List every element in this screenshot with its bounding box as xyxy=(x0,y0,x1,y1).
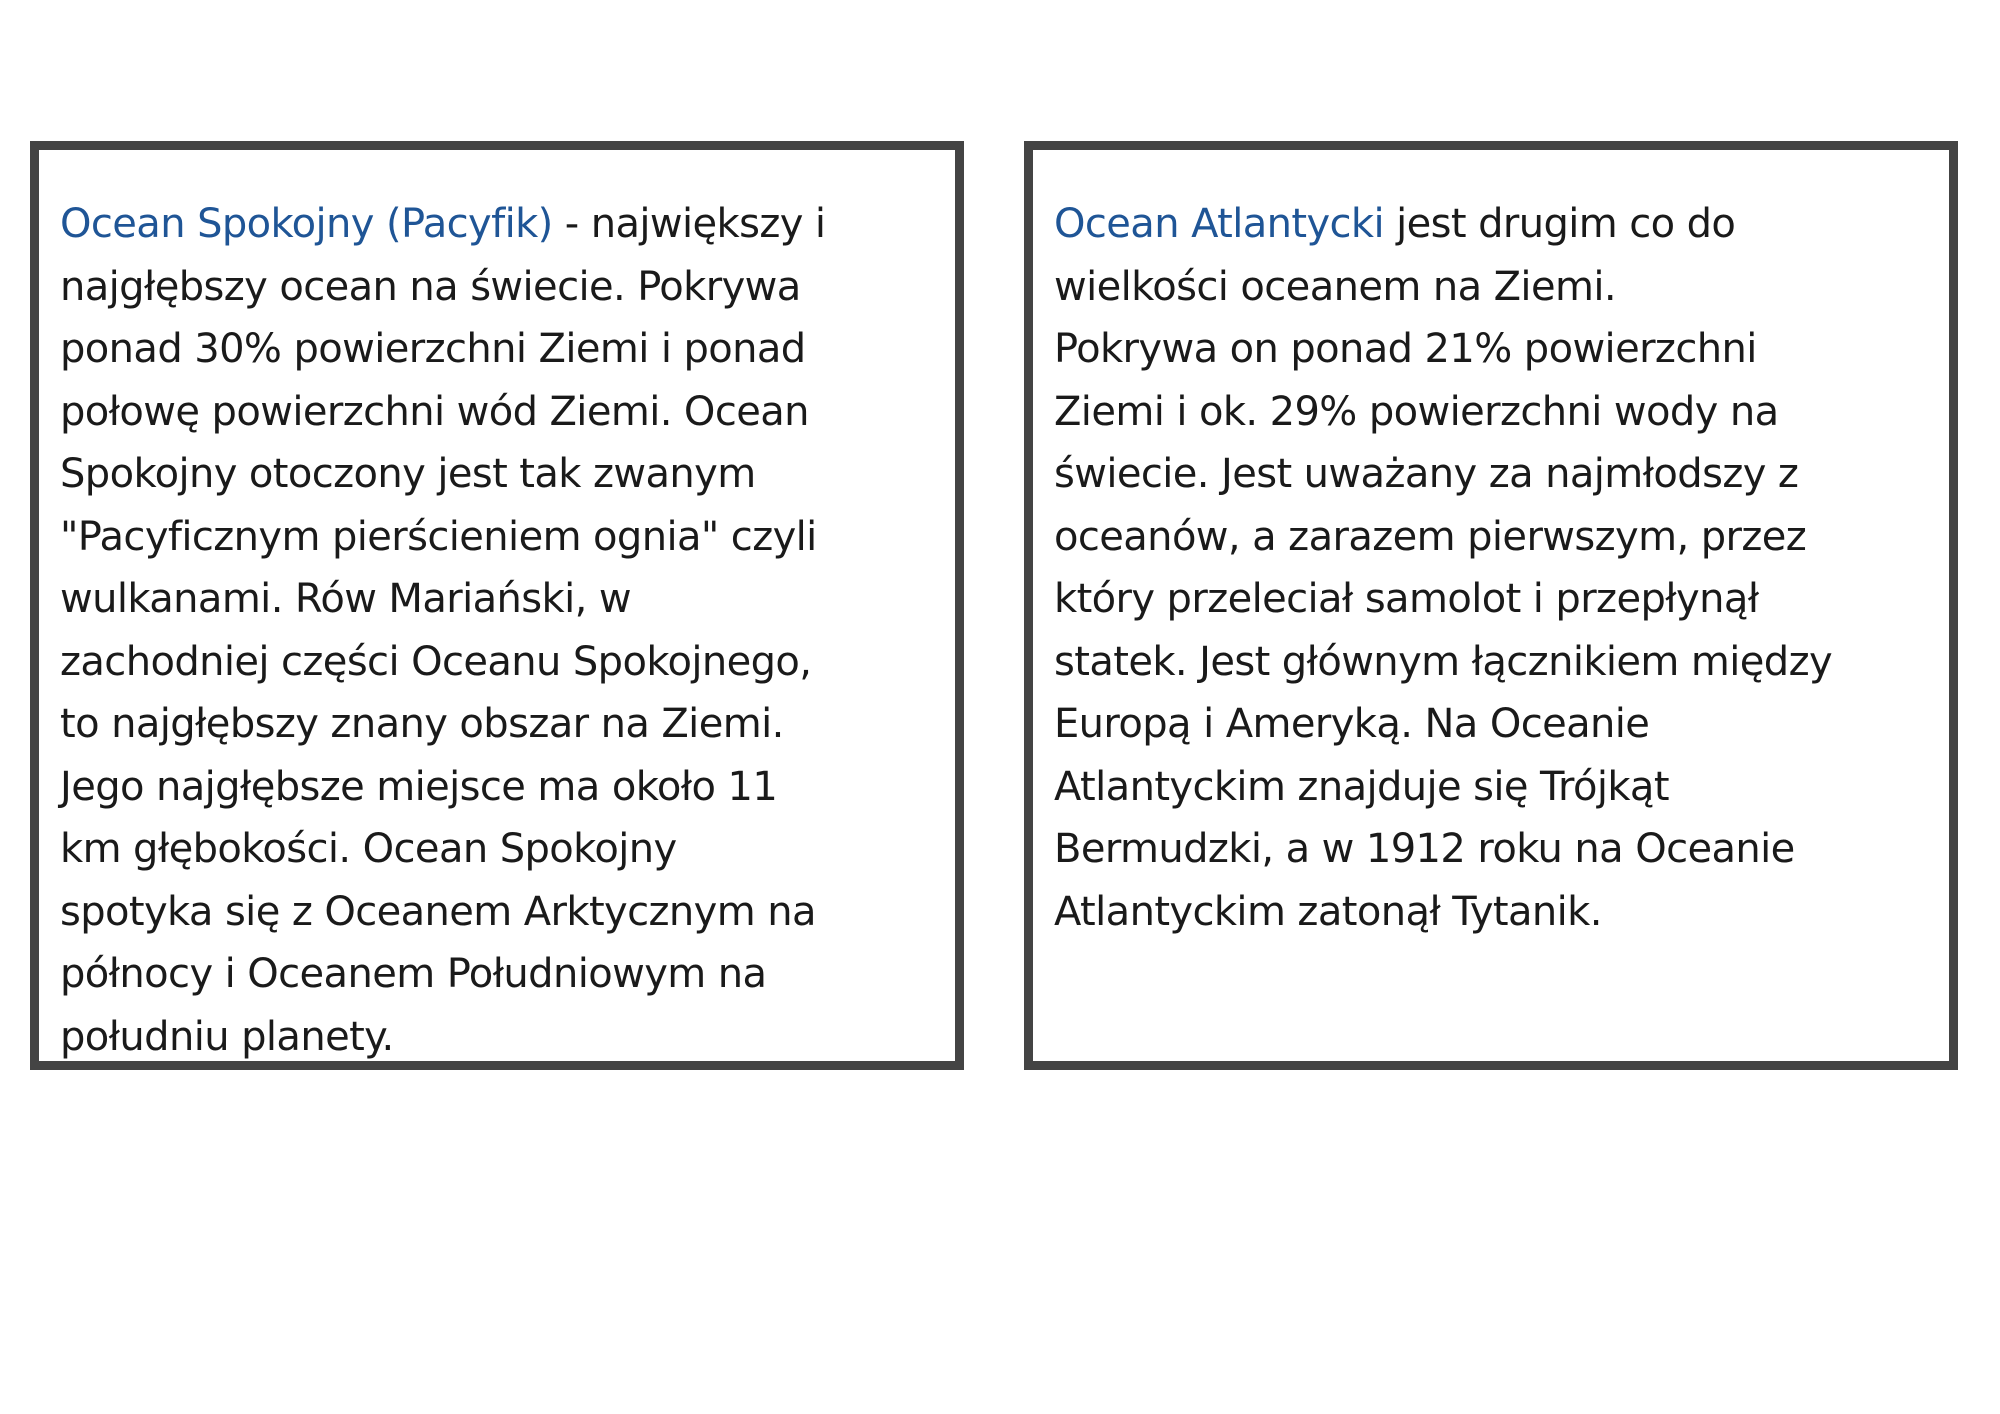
text-line: wulkanami. Rów Mariański, w xyxy=(60,576,631,622)
atlantic-ocean-text xyxy=(1054,193,1933,943)
text-line: wielkości oceanem na Ziemi. xyxy=(1054,263,1616,310)
pacific-ocean-card xyxy=(30,141,964,1070)
text-line: południu planety. xyxy=(60,1013,394,1060)
text-segment: jest drugim co do xyxy=(1384,201,1736,247)
text-line: spotyka się z Oceanem Arktycznym na xyxy=(60,888,816,935)
text-line: statek. Jest głównym łącznikiem między xyxy=(1054,638,1833,685)
text-line: km głębokości. Ocean Spokojny xyxy=(60,826,677,872)
text-line: Bermudzki, a w 1912 roku na Oceanie xyxy=(1054,826,1795,872)
pacific-ocean-title: Ocean Spokojny (Pacyfik) xyxy=(60,201,553,247)
text-line: Jego najgłębsze miejsce ma około 11 xyxy=(60,763,778,810)
atlantic-ocean-title: Ocean Atlantycki xyxy=(1054,201,1385,247)
text-line: oceanów, a zarazem pierwszym, przez xyxy=(1054,513,1807,560)
text-line: "Pacyficznym pierścieniem ognia" czyli xyxy=(60,513,817,560)
text-line: Spokojny otoczony jest tak zwanym xyxy=(60,451,756,497)
text-line: połowę powierzchni wód Ziemi. Ocean xyxy=(60,388,809,435)
text-line: świecie. Jest uważany za najmłodszy z xyxy=(1054,451,1799,497)
text-line: Pokrywa on ponad 21% powierzchni xyxy=(1054,326,1757,372)
text-line: to najgłębszy znany obszar na Ziemi. xyxy=(60,701,784,747)
text-line: Atlantyckim znajduje się Trójkąt xyxy=(1054,763,1669,810)
text-line: najgłębszy ocean na świecie. Pokrywa xyxy=(60,263,801,310)
text-line: ponad 30% powierzchni Ziemi i ponad xyxy=(60,326,806,372)
text-line: Ziemi i ok. 29% powierzchni wody na xyxy=(1054,388,1779,435)
text-line xyxy=(60,193,939,256)
text-line: zachodniej części Oceanu Spokojnego, xyxy=(60,638,812,685)
text-segment: - największy i xyxy=(552,201,826,247)
text-line: Europą i Ameryką. Na Oceanie xyxy=(1054,701,1650,747)
text-line: który przeleciał samolot i przepłynął xyxy=(1054,576,1759,622)
text-line: północy i Oceanem Południowym na xyxy=(60,951,767,997)
text-line: Atlantyckim zatonął Tytanik. xyxy=(1054,888,1602,935)
text-line xyxy=(1054,193,1933,256)
pacific-ocean-text xyxy=(60,193,939,1068)
atlantic-ocean-card xyxy=(1024,141,1958,1070)
